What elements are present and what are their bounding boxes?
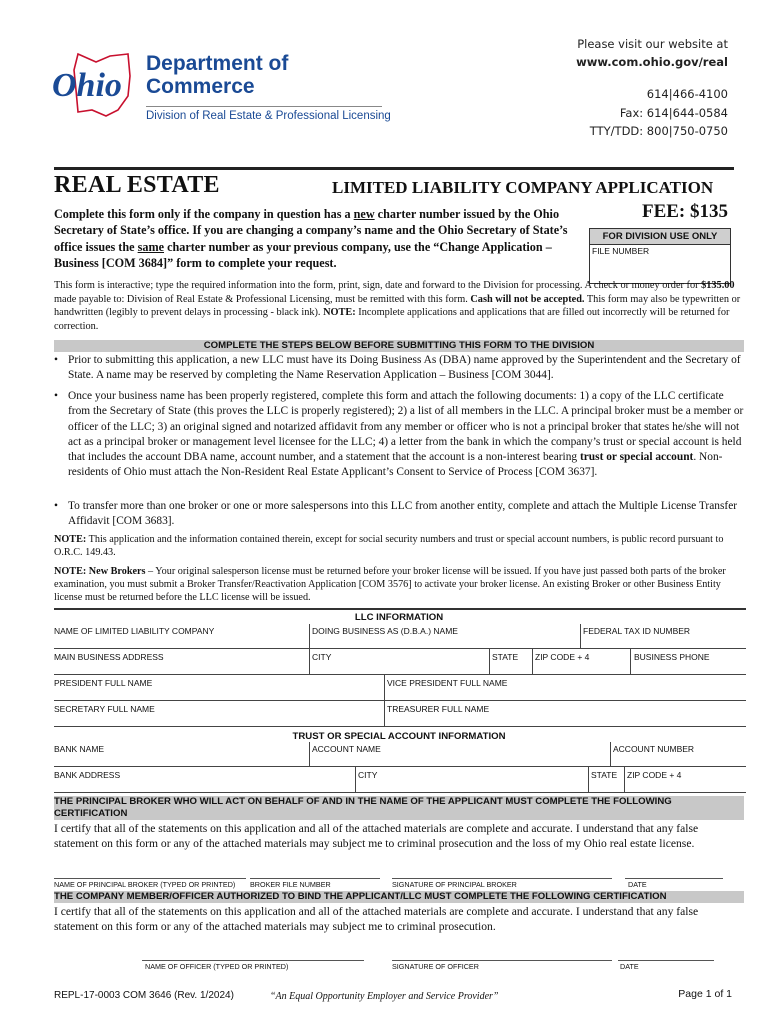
table-rule	[54, 878, 246, 879]
bullet-bold: trust or special account	[579, 451, 694, 464]
department-title	[146, 52, 288, 98]
table-rule	[309, 624, 310, 648]
bank-address-field[interactable]: BANK ADDRESS	[54, 770, 121, 780]
divider	[54, 167, 734, 170]
table-rule	[392, 878, 612, 879]
officer-name-field[interactable]: NAME OF OFFICER (TYPED OR PRINTED)	[145, 962, 289, 971]
secretary-name-field[interactable]: SECRETARY FULL NAME	[54, 704, 155, 714]
bullet-text	[68, 389, 744, 481]
intro-new-word: new	[353, 207, 375, 221]
table-rule	[54, 766, 746, 767]
vice-president-name-field[interactable]: VICE PRESIDENT FULL NAME	[387, 678, 508, 688]
principal-broker-name-field[interactable]: NAME OF PRINCIPAL BROKER (TYPED OR PRINTED)	[54, 880, 236, 889]
table-rule	[54, 792, 746, 793]
notice-part: This form is interactive; type the required information into the form, print, sign, date and forward to the Division for processing. A check or money order for	[54, 280, 702, 291]
table-rule	[54, 648, 746, 649]
website-link[interactable]: www.com.ohio.gov/real	[576, 55, 728, 69]
bank-name-field[interactable]: BANK NAME	[54, 744, 105, 754]
fee-amount: FEE: $135	[641, 201, 728, 222]
principal-broker-date-field[interactable]: DATE	[628, 880, 647, 889]
division-name: Division of Real Estate & Professional Licensing	[146, 110, 391, 122]
business-address-field[interactable]: MAIN BUSINESS ADDRESS	[54, 652, 164, 662]
table-rule	[588, 766, 589, 792]
table-rule	[142, 960, 364, 961]
notice-note: NOTE:	[323, 307, 356, 319]
note-public-record	[54, 533, 746, 559]
intro-part: charter number as your previous company, use the “Change Application – Business [COM 3684]” form to complete your request.	[54, 239, 552, 271]
table-rule	[54, 674, 746, 675]
intro-same-word: same	[137, 239, 165, 254]
bullet-icon: •	[54, 354, 58, 366]
table-rule	[309, 742, 310, 766]
note-label: NOTE:	[54, 534, 87, 545]
officer-cert-text: I certify that all of the statements on this application and all of the attached materials are complete and accurate. I understand that any false statement on this form or any of the attached materials may subject me to criminal prosecution.	[54, 905, 699, 934]
equal-opportunity-statement: “An Equal Opportunity Employer and Service Provider”	[270, 991, 499, 1002]
broker-file-number-field[interactable]: BROKER FILE NUMBER	[250, 880, 331, 889]
business-phone-field[interactable]: BUSINESS PHONE	[634, 652, 710, 662]
fax-number: Fax: 614|644-0584	[619, 106, 728, 120]
principal-broker-cert-bar: THE PRINCIPAL BROKER WHO WILL ACT ON BEHALF OF AND IN THE NAME OF THE APPLICANT MUST COMPLETE THE FOLLOWING CERTIFICATION	[54, 796, 744, 820]
officer-cert-bar: THE COMPANY MEMBER/OFFICER AUTHORIZED TO BIND THE APPLICANT/LLC MUST COMPLETE THE FOLLOWING CERTIFICATION	[54, 891, 744, 903]
logo-wordmark: Ohio	[52, 67, 122, 104]
bullet-icon: •	[54, 500, 58, 512]
form-title-right: LIMITED LIABILITY COMPANY APPLICATION	[332, 178, 714, 197]
intro-part: charter number issued by the Ohio Secretary of State’s office. If you are changing a company’s name and the Ohio Secretary of State’s office issues the	[54, 207, 568, 254]
bullet-text: To transfer more than one broker or one or more salespersons into this LLC from another entity, complete and attach the Multiple License Transfer Affidavit [COM 3683].	[68, 500, 738, 528]
table-rule	[392, 960, 612, 961]
bullet-icon: •	[54, 390, 58, 402]
steps-bar: COMPLETE THE STEPS BELOW BEFORE SUBMITTING THIS FORM TO THE DIVISION	[54, 340, 744, 352]
ohio-logo	[48, 50, 138, 120]
notice-part: Incomplete applications and applications that are filled out incorrectly will be returned for correction.	[54, 307, 730, 332]
table-rule	[625, 878, 723, 879]
table-rule	[618, 960, 714, 961]
trust-info-header: TRUST OR SPECIAL ACCOUNT INFORMATION	[292, 731, 506, 742]
file-number-label: FILE NUMBER	[592, 246, 650, 256]
table-rule	[309, 648, 310, 674]
table-rule	[54, 726, 746, 727]
table-rule	[250, 878, 380, 879]
officer-signature-field[interactable]: SIGNATURE OF OFFICER	[392, 962, 479, 971]
table-rule	[630, 648, 631, 674]
division-use-box	[589, 228, 731, 284]
notice-amount: $135.00	[701, 280, 735, 291]
officer-date-field[interactable]: DATE	[620, 962, 639, 971]
list-item	[54, 353, 744, 384]
notice-part: This form may also be typewritten or handwritten (legibly to prevent delays in processing - black ink).	[54, 293, 741, 319]
intro-part: Complete this form only if the company in question has a	[54, 207, 354, 221]
president-name-field[interactable]: PRESIDENT FULL NAME	[54, 678, 153, 688]
treasurer-name-field[interactable]: TREASURER FULL NAME	[387, 704, 490, 714]
bullet-text: Prior to submitting this application, a new LLC must have its Doing Business As (DBA) name approved by the Superintendent and the Secretary of State. A name may be reserved by completing the Name Reservation Application – Business [COM 3044].	[68, 354, 741, 382]
account-number-field[interactable]: ACCOUNT NUMBER	[613, 744, 695, 754]
division-use-header: FOR DIVISION USE ONLY	[590, 229, 730, 245]
ohio-state-outline-icon	[48, 50, 138, 120]
principal-broker-cert-text: I certify that all of the statements on this application and all of the attached materials are complete and accurate. I understand that any false statement on this form or any of the attached materials may subject me to criminal prosecution and the loss of my Ohio real estate license.	[54, 822, 699, 851]
table-rule	[489, 648, 490, 674]
account-name-field[interactable]: ACCOUNT NAME	[312, 744, 381, 754]
bullet-part: Once your business name has been properly registered, complete this form and attach the following documents: 1) a copy of the LLC certificate from the Secretary of State (this proves the LLC is properly registered); 2) a list of all members in the LLC. A principal broker must be a member or officer of the LLC; 3) an original signed and notarized affidavit from any member or officer who is not a principal broker that states he/she will not act as a principal broker or management level licensee for the LLC; 4) a letter from the bank in which the company’s trust or special account is held that includes the account DBA name, account number, and a statement that the account is a non-interest bearing	[68, 390, 744, 464]
table-rule	[624, 766, 625, 792]
note-text: This application and the information contained therein, except for social security numbers and trust or special account numbers, is public record pursuant to O.R.C. 149.43.	[54, 534, 724, 559]
bank-zip-field[interactable]: ZIP CODE + 4	[627, 770, 682, 780]
divider	[54, 608, 746, 610]
notice-part: made payable to: Division of Real Estate & Professional Licensing, must be remitted with this form.	[54, 293, 471, 305]
divider	[146, 106, 382, 107]
tax-id-field[interactable]: FEDERAL TAX ID NUMBER	[583, 626, 691, 636]
dept-line1: Department of	[146, 52, 289, 75]
llc-name-field[interactable]: NAME OF LIMITED LIABILITY COMPANY	[54, 626, 215, 636]
notice-cash: Cash will not be accepted.	[470, 293, 585, 305]
intro-text	[54, 206, 582, 272]
table-rule	[54, 700, 746, 701]
table-rule	[355, 766, 356, 792]
dba-name-field[interactable]: DOING BUSINESS AS (D.B.A.) NAME	[312, 626, 458, 636]
dept-line2: Commerce	[146, 75, 255, 98]
visit-text: Please visit our website at	[577, 37, 728, 51]
table-rule	[532, 648, 533, 674]
bank-state-field[interactable]: STATE	[591, 770, 618, 780]
zip-field[interactable]: ZIP CODE + 4	[535, 652, 590, 662]
form-title-left: REAL ESTATE	[54, 172, 220, 198]
tty-number: TTY/TDD: 800|750-0750	[589, 124, 728, 138]
note-text: – Your original salesperson license must be returned before your broker license will be issued. If you have just passed both parts of the broker examination, you must submit a Broker Transfer/Reactivation Application [COM 3576] to activate your broker license. An existing Broker or other Business Entity license must be returned before the LLC license will be issued.	[54, 566, 726, 604]
phone-number: 614|466-4100	[646, 87, 728, 101]
list-item	[54, 389, 744, 481]
table-rule	[610, 742, 611, 766]
note-label: NOTE: New Brokers	[54, 566, 146, 577]
city-field[interactable]: CITY	[312, 652, 332, 662]
page-number: Page 1 of 1	[678, 988, 732, 1000]
list-item	[54, 499, 744, 530]
bank-city-field[interactable]: CITY	[358, 770, 378, 780]
principal-broker-signature-field[interactable]: SIGNATURE OF PRINCIPAL BROKER	[392, 880, 517, 889]
bullet-part: . Non- residents of Ohio must attach the Non-Resident Real Estate Applicant’s Consent to Service of Process [COM 3637].	[68, 451, 723, 479]
llc-info-header: LLC INFORMATION	[354, 612, 444, 623]
table-rule	[580, 624, 581, 648]
note-new-brokers	[54, 565, 746, 605]
state-field[interactable]: STATE	[492, 652, 519, 662]
instructions-notice	[54, 279, 744, 333]
form-number: REPL-17-0003 COM 3646 (Rev. 1/2024)	[54, 990, 234, 1001]
